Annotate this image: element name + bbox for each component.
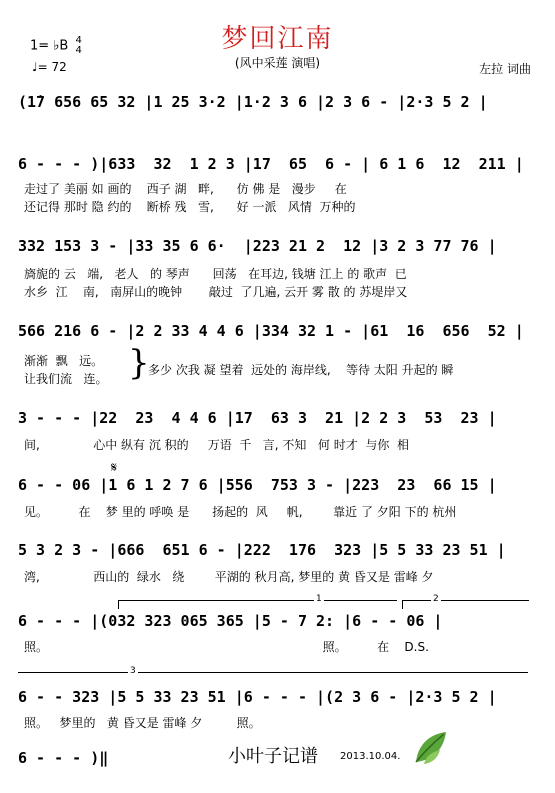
- lyric-line-8: 照。 照。 在 D.S.: [24, 640, 429, 654]
- lyric-line-3b: 水乡 江 南, 南屏山的晚钟 敲过 了几遍, 云开 雾 散 的 苏堤岸又: [24, 285, 408, 299]
- key-signature: [30, 36, 82, 56]
- lyric-line-4a: 渐渐 飘 远。: [24, 354, 104, 368]
- song-title: 梦回江南: [221, 24, 334, 54]
- key-label: 1= ♭B: [30, 38, 69, 54]
- volta-number-2: 2: [433, 594, 439, 604]
- score-line-5: 3 - - - |22 23 4 4 6 |17 63 3 21 |2 2 3 53 23 |: [18, 409, 497, 427]
- leaf-icon: [410, 728, 450, 768]
- lyric-line-3a: 旖旎的 云 端, 老人 的 琴声 回荡 在耳边, 钱塘 江上 的 歌声 已: [24, 267, 407, 281]
- transcriber-signature: 小叶子记谱: [228, 746, 318, 767]
- singer-credit: (风中采莲 演唱): [234, 56, 321, 70]
- lyric-line-2b: 还记得 那时 隐 约的 断桥 残 雪, 好 一派 风情 万种的: [24, 200, 356, 214]
- volta-bracket-1: [118, 594, 397, 609]
- time-bottom: 4: [75, 45, 82, 56]
- lyric-line-7: 湾, 西山的 绿水 绕 平湖的 秋月高, 梦里的 黄 昏又是 雷峰 夕: [24, 570, 434, 584]
- score-line-10: 6 - - - )‖: [18, 749, 109, 767]
- score-line-3: 332 153 3 - |33 35 6 6· |223 21 2 12 |3 2 3 77 76 |: [18, 237, 497, 255]
- tempo-mark: ♩= 72: [32, 60, 67, 74]
- transcription-date: 2013.10.04.: [340, 751, 401, 762]
- lyric-line-2a: 走过了 美丽 如 画的 西子 湖 畔, 仿 佛 是 漫步 在: [24, 182, 347, 196]
- lyric-line-4c: 多少 次我 凝 望着 远处的 海岸线, 等待 太阳 升起的 瞬: [148, 363, 454, 377]
- segno-sign: 𝄋: [111, 460, 118, 476]
- composer-credit: 左拉 词曲: [479, 62, 531, 76]
- score-line-9: 6 - - 323 |5 5 33 23 51 |6 - - - |(2 3 6 - |2·3 5 2 |: [18, 688, 497, 706]
- volta-bracket-2: [402, 594, 529, 609]
- volta-number-1: 1: [316, 594, 322, 604]
- lyric-line-9: 照。 梦里的 黄 昏又是 雷峰 夕 照。: [24, 716, 261, 730]
- volta-number-3: 3: [130, 666, 136, 676]
- score-line-1: (1̇7 656 65 32 |1 25 3·2 |1·2 3 6 |2 3 6 - |2·3 5 2 |: [18, 93, 488, 111]
- lyric-line-4b: 让我们流 连。: [24, 372, 108, 386]
- time-signature: [76, 36, 82, 56]
- score-line-7: 5 3 2 3 - |666 651 6 - |222 176 323 |5 5 33 23 51 |: [18, 541, 506, 559]
- score-line-6: 6 - - 06 |1 6 1 2 7 6 |556 753 3 - |223 23 66 15 |: [18, 476, 497, 494]
- lyric-line-5: 间, 心中 纵有 沉 积的 万语 千 言, 不知 何 时才 与你 相: [24, 438, 409, 452]
- volta-bracket-3: [18, 666, 528, 681]
- lyric-brace: }: [128, 343, 150, 383]
- score-line-2: 6 - - - )|633 32 1 2 3 |17 65 6 - | 6 1 6 12 211 |: [18, 155, 524, 173]
- score-line-8: 6 - - - |(032 323 065 365 |5 - 7 2: |6 - - 06 |: [18, 612, 443, 630]
- lyric-line-6: 见。 在 梦 里的 呼唤 是 扬起的 风 帆, 靠近 了 夕阳 下的 杭州: [24, 505, 457, 519]
- score-line-4: 566 216 6 - |2 2 33 4 4 6 |334 32 1 - |61 16 656 52 |: [18, 322, 524, 340]
- time-top: 4: [75, 35, 82, 46]
